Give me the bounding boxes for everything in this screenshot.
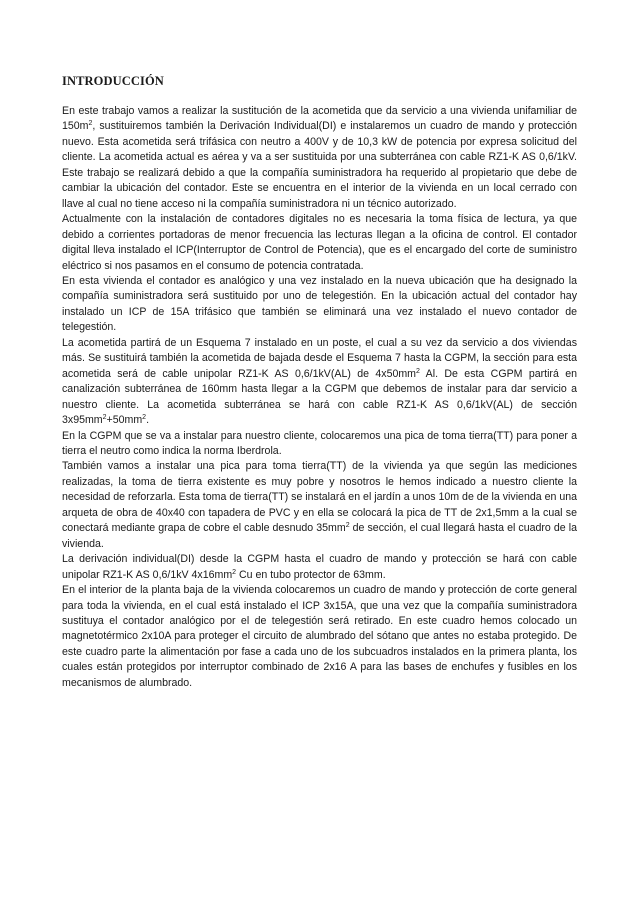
superscript: 2: [142, 414, 147, 422]
text-run: En esta vivienda el contador es analógico y una vez instalado en la nueva ubicación que ha designado la compañía suministradora será sustituido por uno de telegestión. En la ubicación actual del contador hay instalado un ICP de 15A trifásico que también se eliminará una vez instalado el nuevo contador de telegestión.: [62, 274, 577, 334]
section-heading: INTRODUCCIÓN: [62, 74, 164, 88]
paragraph: [62, 552, 577, 583]
superscript: 2: [102, 414, 107, 422]
body-text: [62, 104, 577, 691]
paragraph: [62, 459, 577, 552]
text-run: , sustituiremos también la Derivación Individual(DI) e instalaremos un cuadro de mando y protección nuevo. Esta acometida será trifásica con neutro a 400V y de 10,3 kW de potencia por expresa solicitud del cliente. La acometida actual es aérea y va a ser sustituida por una subterránea con cable RZ1-K AS 0,6/1kV. Este trabajo se realizará debido a que la compañía suministradora ha requerido al propietario que debe de cambiar la ubicación del contador. Este se encuentra en el interior de la vivienda en un local cerrado con llave al cual no tiene acceso ni la compañía suministradora ni un técnico autorizado.: [62, 120, 577, 210]
text-run: En este trabajo vamos a realizar la sustitución de la acometida que da servicio a una vivienda unifamiliar de 150m: [62, 105, 577, 133]
superscript: 2: [232, 568, 237, 576]
paragraph: [62, 583, 577, 691]
superscript: 2: [345, 522, 350, 530]
text-run: +50mm: [106, 414, 143, 427]
text-run: En la CGPM que se va a instalar para nuestro cliente, colocaremos una pica de toma tierra(TT) para poner a tierra el neutro como indica la norma Iberdrola.: [62, 429, 577, 457]
text-run: Cu en tubo protector de 63mm.: [236, 568, 386, 581]
paragraph: [62, 336, 577, 429]
paragraph: [62, 212, 577, 274]
paragraph: [62, 429, 577, 460]
superscript: 2: [416, 367, 420, 375]
superscript: 2: [88, 120, 93, 128]
text-run: La derivación individual(DI) desde la CGPM hasta el cuadro de mando y protección se hará con cable unipolar RZ1-K AS 0,6/1kV 4x16mm: [62, 553, 577, 581]
text-run: Al. De esta CGPM partirá en canalización subterránea de 160mm hasta llegar a la CGPM que debemos de instalar para dar servicio a nuestro cliente. La acometida subterránea se hará con cable RZ1-K AS 0,6/1kV(AL) de sección 3x95mm: [62, 367, 577, 427]
paragraph: [62, 274, 577, 336]
paragraph: [62, 104, 577, 212]
text-run: Actualmente con la instalación de contadores digitales no es necesaria la toma física de lectura, ya que debido a corrientes portadoras de menor frecuencia las lecturas llegan a la oficina de control. El contador digital lleva instalado el ICP(Interruptor de Control de Potencia), que es el encargado del corte de suministro eléctrico si nos pasamos en el consumo de potencia contratada.: [62, 213, 577, 272]
text-run: También vamos a instalar una pica para toma tierra(TT) de la vivienda ya que según las mediciones realizadas, la toma de tierra existente es muy pobre y nosotros le hemos indicado a nuestro cliente la necesidad de reforzarla. Esta toma de tierra(TT) se instalará en el jardín a unos 10m de de la vivienda en una arqueta de obra de 40x40 con tapadera de PVC y en ella se colocará la pica de TT de 2x1,5mm a la cual se conectará mediante grapa de cobre el cable desnudo 35mm: [62, 460, 577, 535]
text-run: de sección, el cual llegará hasta el cuadro de la vivienda.: [62, 522, 577, 550]
text-run: La acometida partirá de un Esquema 7 instalado en un poste, el cual a su vez da servicio a dos viviendas más. Se sustituirá también la acometida de bajada desde el Esquema 7 hasta la CGPM, la sección para esta acometida será de cable unipolar RZ1-K AS 0,6/1kV(AL) de 4x50mm: [62, 336, 577, 380]
text-run: .: [146, 414, 150, 427]
text-run: En el interior de la planta baja de la vivienda colocaremos un cuadro de mando y protección de corte general para toda la vivienda, en el cual está instalado el ICP 3x15A, que una vez que la compañía suministradora sustituya el contador analógico por el de telegestión será retirado. En este cuadro hemos colocado un magnetotérmico 2x10A para proteger el circuito de alumbrado del sótano que antes no estaba protegido. De este cuadro parte la alimentación por fase a cada uno de los subcuadros instalados en la primera planta, los cuales están protegidos por interruptor combinado de 2x16 A para las bases de enchufes y fusibles en los mecanismos de alumbrado.: [62, 584, 577, 689]
